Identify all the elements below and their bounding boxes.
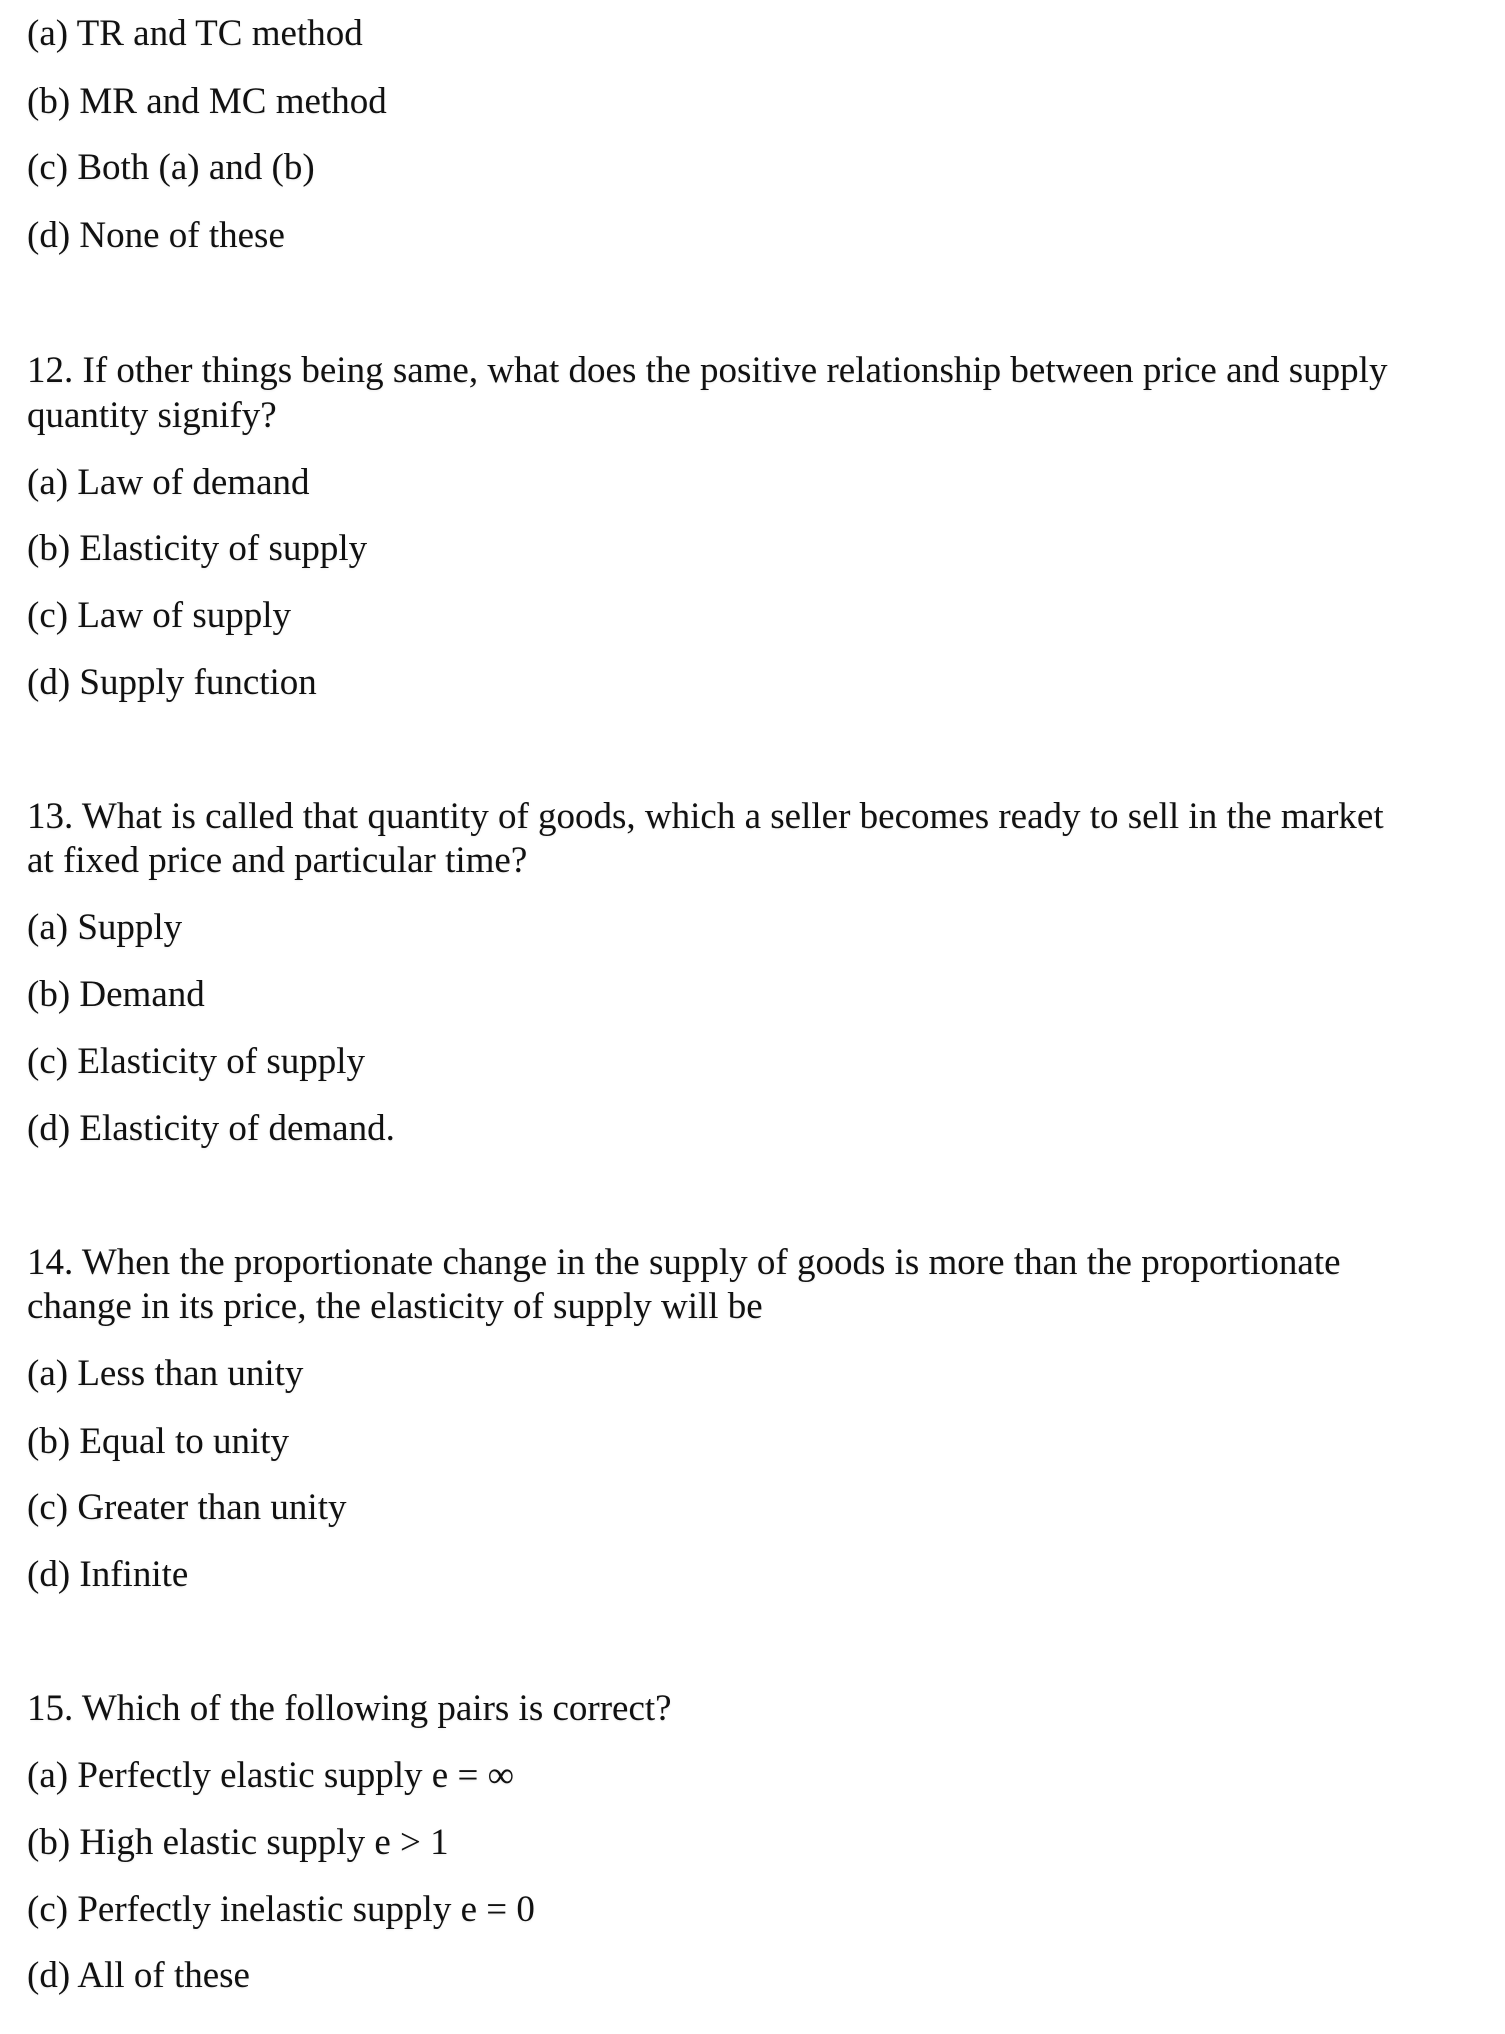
option-14-d: (d) Infinite bbox=[27, 1554, 189, 1595]
option-11-a: (a) TR and TC method bbox=[27, 13, 363, 54]
option-11-b: (b) MR and MC method bbox=[27, 81, 387, 122]
option-15-d: (d) All of these bbox=[27, 1955, 250, 1996]
option-14-c: (c) Greater than unity bbox=[27, 1487, 347, 1528]
question-14-stem-line-1: 14. When the proportionate change in the supply of goods is more than the proportionate bbox=[27, 1242, 1341, 1283]
question-12-stem-line-1: 12. If other things being same, what does the positive relationship between price and supply bbox=[27, 350, 1388, 391]
option-15-c: (c) Perfectly inelastic supply e = 0 bbox=[27, 1889, 535, 1930]
option-13-b: (b) Demand bbox=[27, 974, 205, 1015]
option-11-c: (c) Both (a) and (b) bbox=[27, 147, 315, 188]
option-12-a: (a) Law of demand bbox=[27, 462, 310, 503]
option-12-c: (c) Law of supply bbox=[27, 595, 292, 636]
question-13-stem-line-1: 13. What is called that quantity of goods, which a seller becomes ready to sell in the market bbox=[27, 796, 1384, 837]
option-12-d: (d) Supply function bbox=[27, 662, 317, 703]
question-12-stem-line-2: quantity signify? bbox=[27, 395, 277, 436]
option-12-b: (b) Elasticity of supply bbox=[27, 528, 368, 569]
question-15-stem-line-1: 15. Which of the following pairs is correct? bbox=[27, 1688, 672, 1729]
option-11-d: (d) None of these bbox=[27, 215, 285, 256]
option-13-c: (c) Elasticity of supply bbox=[27, 1041, 366, 1082]
option-13-d: (d) Elasticity of demand. bbox=[27, 1108, 395, 1149]
option-13-a: (a) Supply bbox=[27, 907, 183, 948]
option-14-b: (b) Equal to unity bbox=[27, 1421, 290, 1462]
option-15-b: (b) High elastic supply e > 1 bbox=[27, 1822, 449, 1863]
question-13-stem-line-2: at fixed price and particular time? bbox=[27, 840, 528, 881]
option-15-a: (a) Perfectly elastic supply e = ∞ bbox=[27, 1755, 514, 1796]
question-14-stem-line-2: change in its price, the elasticity of supply will be bbox=[27, 1286, 763, 1327]
option-14-a: (a) Less than unity bbox=[27, 1353, 304, 1394]
